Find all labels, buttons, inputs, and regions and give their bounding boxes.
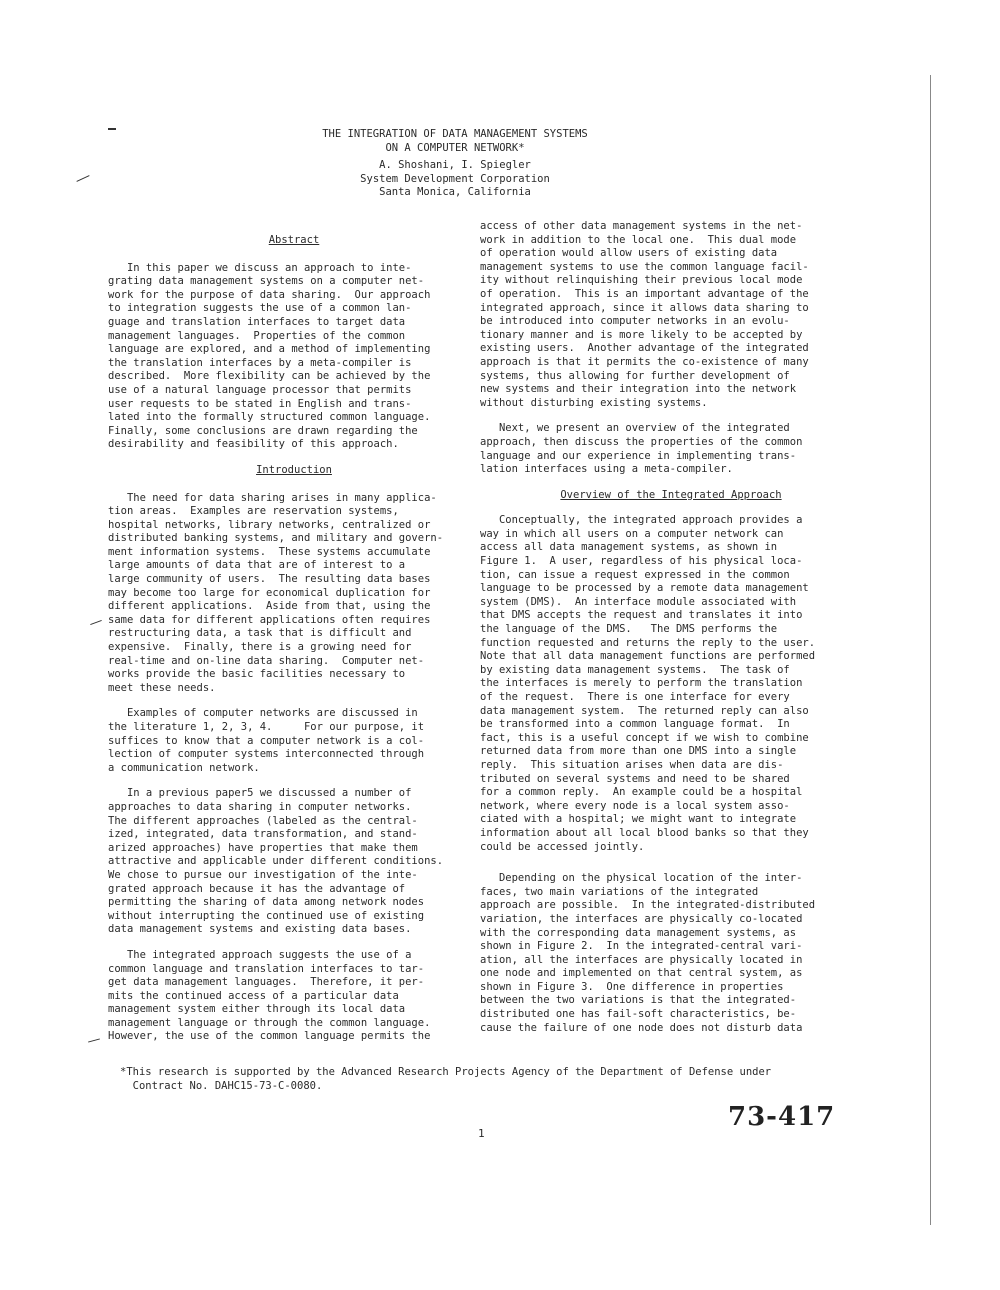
text-line: approach, then discuss the properties of the common <box>480 435 803 448</box>
text-line: the interfaces is merely to perform the translation <box>480 677 803 690</box>
footnote-line-1: *This research is supported by the Advanced Research Projects Agency of the Department of Defense under <box>120 1066 772 1078</box>
text-line: Depending on the physical location of the inter- <box>480 872 803 885</box>
text-line: Figure 1. A user, regardless of his physical loca- <box>480 555 803 568</box>
location: Santa Monica, California <box>379 186 531 198</box>
text-line: lated into the formally structured common language. <box>108 411 431 424</box>
text-line: Next, we present an overview of the integrated <box>480 422 790 435</box>
text-line: shown in Figure 2. In the integrated-central vari- <box>480 940 803 953</box>
text-line: between the two variations is that the integrated- <box>480 994 797 1007</box>
text-line: way in which all users on a computer network can <box>480 527 784 540</box>
text-line: described. More flexibility can be achieved by the <box>108 370 431 383</box>
text-line: mits the continued access of a particular data <box>108 989 399 1002</box>
text-line: network, where every node is a local system asso- <box>480 799 790 812</box>
document-stamp: 73-417 <box>728 1102 836 1132</box>
text-line: large amounts of data that are of interest to a <box>108 559 406 572</box>
scan-speck <box>76 175 89 182</box>
text-line: guage and translation interfaces to target data <box>108 315 406 328</box>
text-line: Conceptually, the integrated approach provides a <box>480 514 803 527</box>
text-line: restructuring data, a task that is difficult and <box>108 627 412 640</box>
footnote-line-2: Contract No. DAHC15-73-C-0080. <box>120 1079 323 1092</box>
text-line: common language and translation interfaces to tar- <box>108 962 425 975</box>
text-line: language are explored, and a method of implementing <box>108 343 431 356</box>
text-line: management system either through its local data <box>108 1003 406 1016</box>
text-line: tionary manner and is more likely to be accepted by <box>480 328 803 341</box>
text-line: real-time and on-line data sharing. Computer net- <box>108 654 425 667</box>
text-line: same data for different applications often requires <box>108 613 431 626</box>
text-line: to integration suggests the use of a common lan- <box>108 302 412 315</box>
intro-paragraph-3 <box>108 787 480 937</box>
text-line: tion, can issue a request expressed in the common <box>480 568 790 581</box>
text-line: information about all local blood banks so that they <box>480 826 809 839</box>
text-line: approaches to data sharing in computer networks. <box>108 800 412 813</box>
text-line: existing users. Another advantage of the integrated <box>480 342 809 355</box>
text-line: grating data management systems on a computer net- <box>108 275 425 288</box>
text-line: access of other data management systems in the net- <box>480 220 803 232</box>
text-line: access all data management systems, as shown in <box>480 541 778 554</box>
text-line: one node and implemented on that central system, as <box>480 967 803 980</box>
text-line: work in addition to the local one. This dual mode <box>480 233 797 246</box>
text-line: data management system. The returned reply can also <box>480 704 809 717</box>
introduction-heading: Introduction <box>256 463 332 476</box>
authors: A. Shoshani, I. Spiegler <box>379 159 531 171</box>
text-line: desirability and feasibility of this approach. <box>108 438 399 451</box>
text-line: of operation. This is an important advantage of the <box>480 287 809 300</box>
text-line: the language of the DMS. The DMS performs the <box>480 623 778 636</box>
text-line: meet these needs. <box>108 681 216 694</box>
text-line: with the corresponding data management systems, as <box>480 926 797 939</box>
text-line: approach are possible. In the integrated-distributed <box>480 899 816 912</box>
overview-paragraph-1 <box>480 514 862 854</box>
text-line: approach is that it permits the co-existence of many <box>480 355 809 368</box>
right-paragraph-1 <box>480 220 862 410</box>
text-line: new systems and their integration into the network <box>480 383 797 396</box>
text-line: data management systems and existing data bases. <box>108 923 412 936</box>
text-line: grated approach because it has the advantage of <box>108 882 406 895</box>
text-line: by existing data management systems. The task of <box>480 663 790 676</box>
text-line: shown in Figure 3. One difference in properties <box>480 980 784 993</box>
intro-paragraph-1 <box>108 492 480 696</box>
text-line: distributed banking systems, and military and govern- <box>108 532 444 545</box>
text-line: The different approaches (labeled as the central- <box>108 814 418 827</box>
footnote <box>120 1066 840 1093</box>
text-line: expensive. Finally, there is a growing need for <box>108 641 412 654</box>
right-paragraph-2 <box>480 422 862 476</box>
text-line: a communication network. <box>108 761 260 774</box>
text-line: without interrupting the continued use of existing <box>108 909 425 922</box>
text-line: lection of computer systems interconnected through <box>108 748 425 761</box>
text-line: attractive and applicable under different conditions. <box>108 855 444 868</box>
text-line: We chose to pursue our investigation of the inte- <box>108 868 418 881</box>
overview-heading: Overview of the Integrated Approach <box>560 488 782 501</box>
scan-edge-mark <box>930 75 931 1225</box>
scan-speck <box>88 1038 100 1042</box>
text-line: Examples of computer networks are discussed in <box>108 707 418 720</box>
text-line: distributed one has fail-soft characteristics, be- <box>480 1008 797 1021</box>
text-line: suffices to know that a computer network is a col- <box>108 734 425 747</box>
text-line: management languages. Properties of the common <box>108 329 406 342</box>
text-line: hospital networks, library networks, centralized or <box>108 518 431 531</box>
text-line: The need for data sharing arises in many applica- <box>108 491 437 504</box>
text-line: permitting the sharing of data among network nodes <box>108 896 425 909</box>
abstract-paragraph <box>108 262 480 452</box>
text-line: tion areas. Examples are reservation systems, <box>108 505 399 518</box>
right-column <box>480 220 862 1047</box>
text-line: of the request. There is one interface for every <box>480 691 790 703</box>
page-number: 1 <box>478 1127 485 1140</box>
left-column <box>108 234 480 1056</box>
text-line: language and our experience in implementing trans- <box>480 449 797 462</box>
text-line: the translation interfaces by a meta-compiler is <box>108 356 412 369</box>
text-line: integrated approach, since it allows data sharing to <box>480 301 809 314</box>
text-line: faces, two main variations of the integrated <box>480 885 759 898</box>
text-line: use of a natural language processor that permits <box>108 383 412 396</box>
text-line: In this paper we discuss an approach to inte- <box>108 261 412 274</box>
text-line: Note that all data management functions are performed <box>480 650 816 663</box>
text-line: ation, all the interfaces are physically located in <box>480 953 803 966</box>
text-line: may become too large for economical duplication for <box>108 586 431 599</box>
text-line: user requests to be stated in English and trans- <box>108 397 412 410</box>
text-line: language to be processed by a remote data management <box>480 582 809 595</box>
text-line: arized approaches) have properties that make them <box>108 841 418 854</box>
paper-title-line-2: ON A COMPUTER NETWORK* <box>385 141 525 154</box>
text-line: variation, the interfaces are physically co-located <box>480 912 803 925</box>
text-line: management language or through the common language. <box>108 1016 431 1029</box>
text-line: management systems to use the common language facil- <box>480 260 809 273</box>
text-line: function requested and returns the reply to the user. <box>480 636 816 649</box>
text-line: In a previous paper5 we discussed a number of <box>108 787 412 800</box>
text-line: for a common reply. An example could be a hospital <box>480 786 803 799</box>
title-block <box>290 128 620 200</box>
text-line: be introduced into computer networks in an evolu- <box>480 315 790 328</box>
text-line: tributed on several systems and need to be shared <box>480 772 790 785</box>
affiliation: System Development Corporation <box>360 172 550 185</box>
overview-paragraph-2 <box>480 872 862 1035</box>
text-line: of operation would allow users of existing data <box>480 247 778 260</box>
text-line: without disturbing existing systems. <box>480 396 708 409</box>
text-line: systems, thus allowing for further development of <box>480 369 790 382</box>
scan-speck <box>90 620 102 625</box>
paper-title-line-1: THE INTEGRATION OF DATA MANAGEMENT SYSTEMS <box>322 128 588 140</box>
text-line: The integrated approach suggests the use of a <box>108 948 412 961</box>
text-line: reply. This situation arises when data are dis- <box>480 758 784 771</box>
intro-paragraph-4 <box>108 949 480 1044</box>
text-line: work for the purpose of data sharing. Our approach <box>108 288 431 301</box>
text-line: could be accessed jointly. <box>480 840 645 853</box>
text-line: fact, this is a useful concept if we wish to combine <box>480 731 809 744</box>
intro-paragraph-2 <box>108 707 480 775</box>
text-line: large community of users. The resulting data bases <box>108 573 431 586</box>
text-line: get data management languages. Therefore, it per- <box>108 976 425 989</box>
text-line: ity without relinquishing their previous local mode <box>480 274 803 287</box>
abstract-heading: Abstract <box>268 234 320 246</box>
text-line: different applications. Aside from that, using the <box>108 600 431 613</box>
text-line: lation interfaces using a meta-compiler. <box>480 463 733 476</box>
text-line: returned data from more than one DMS into a single <box>480 745 797 758</box>
text-line: system (DMS). An interface module associated with <box>480 595 797 608</box>
scan-speck <box>108 128 116 130</box>
text-line: that DMS accepts the request and translates it into <box>480 609 803 622</box>
text-line: ized, integrated, data transformation, and stand- <box>108 828 418 841</box>
text-line: cause the failure of one node does not disturb data <box>480 1021 803 1034</box>
text-line: ment information systems. These systems accumulate <box>108 545 431 558</box>
text-line: be transformed into a common language format. In <box>480 718 790 731</box>
text-line: However, the use of the common language permits the <box>108 1030 431 1043</box>
text-line: the literature 1, 2, 3, 4. For our purpose, it <box>108 721 425 733</box>
text-line: ciated with a hospital; we might want to integrate <box>480 813 797 826</box>
text-line: works provide the basic facilities necessary to <box>108 668 406 681</box>
text-line: Finally, some conclusions are drawn regarding the <box>108 424 418 437</box>
